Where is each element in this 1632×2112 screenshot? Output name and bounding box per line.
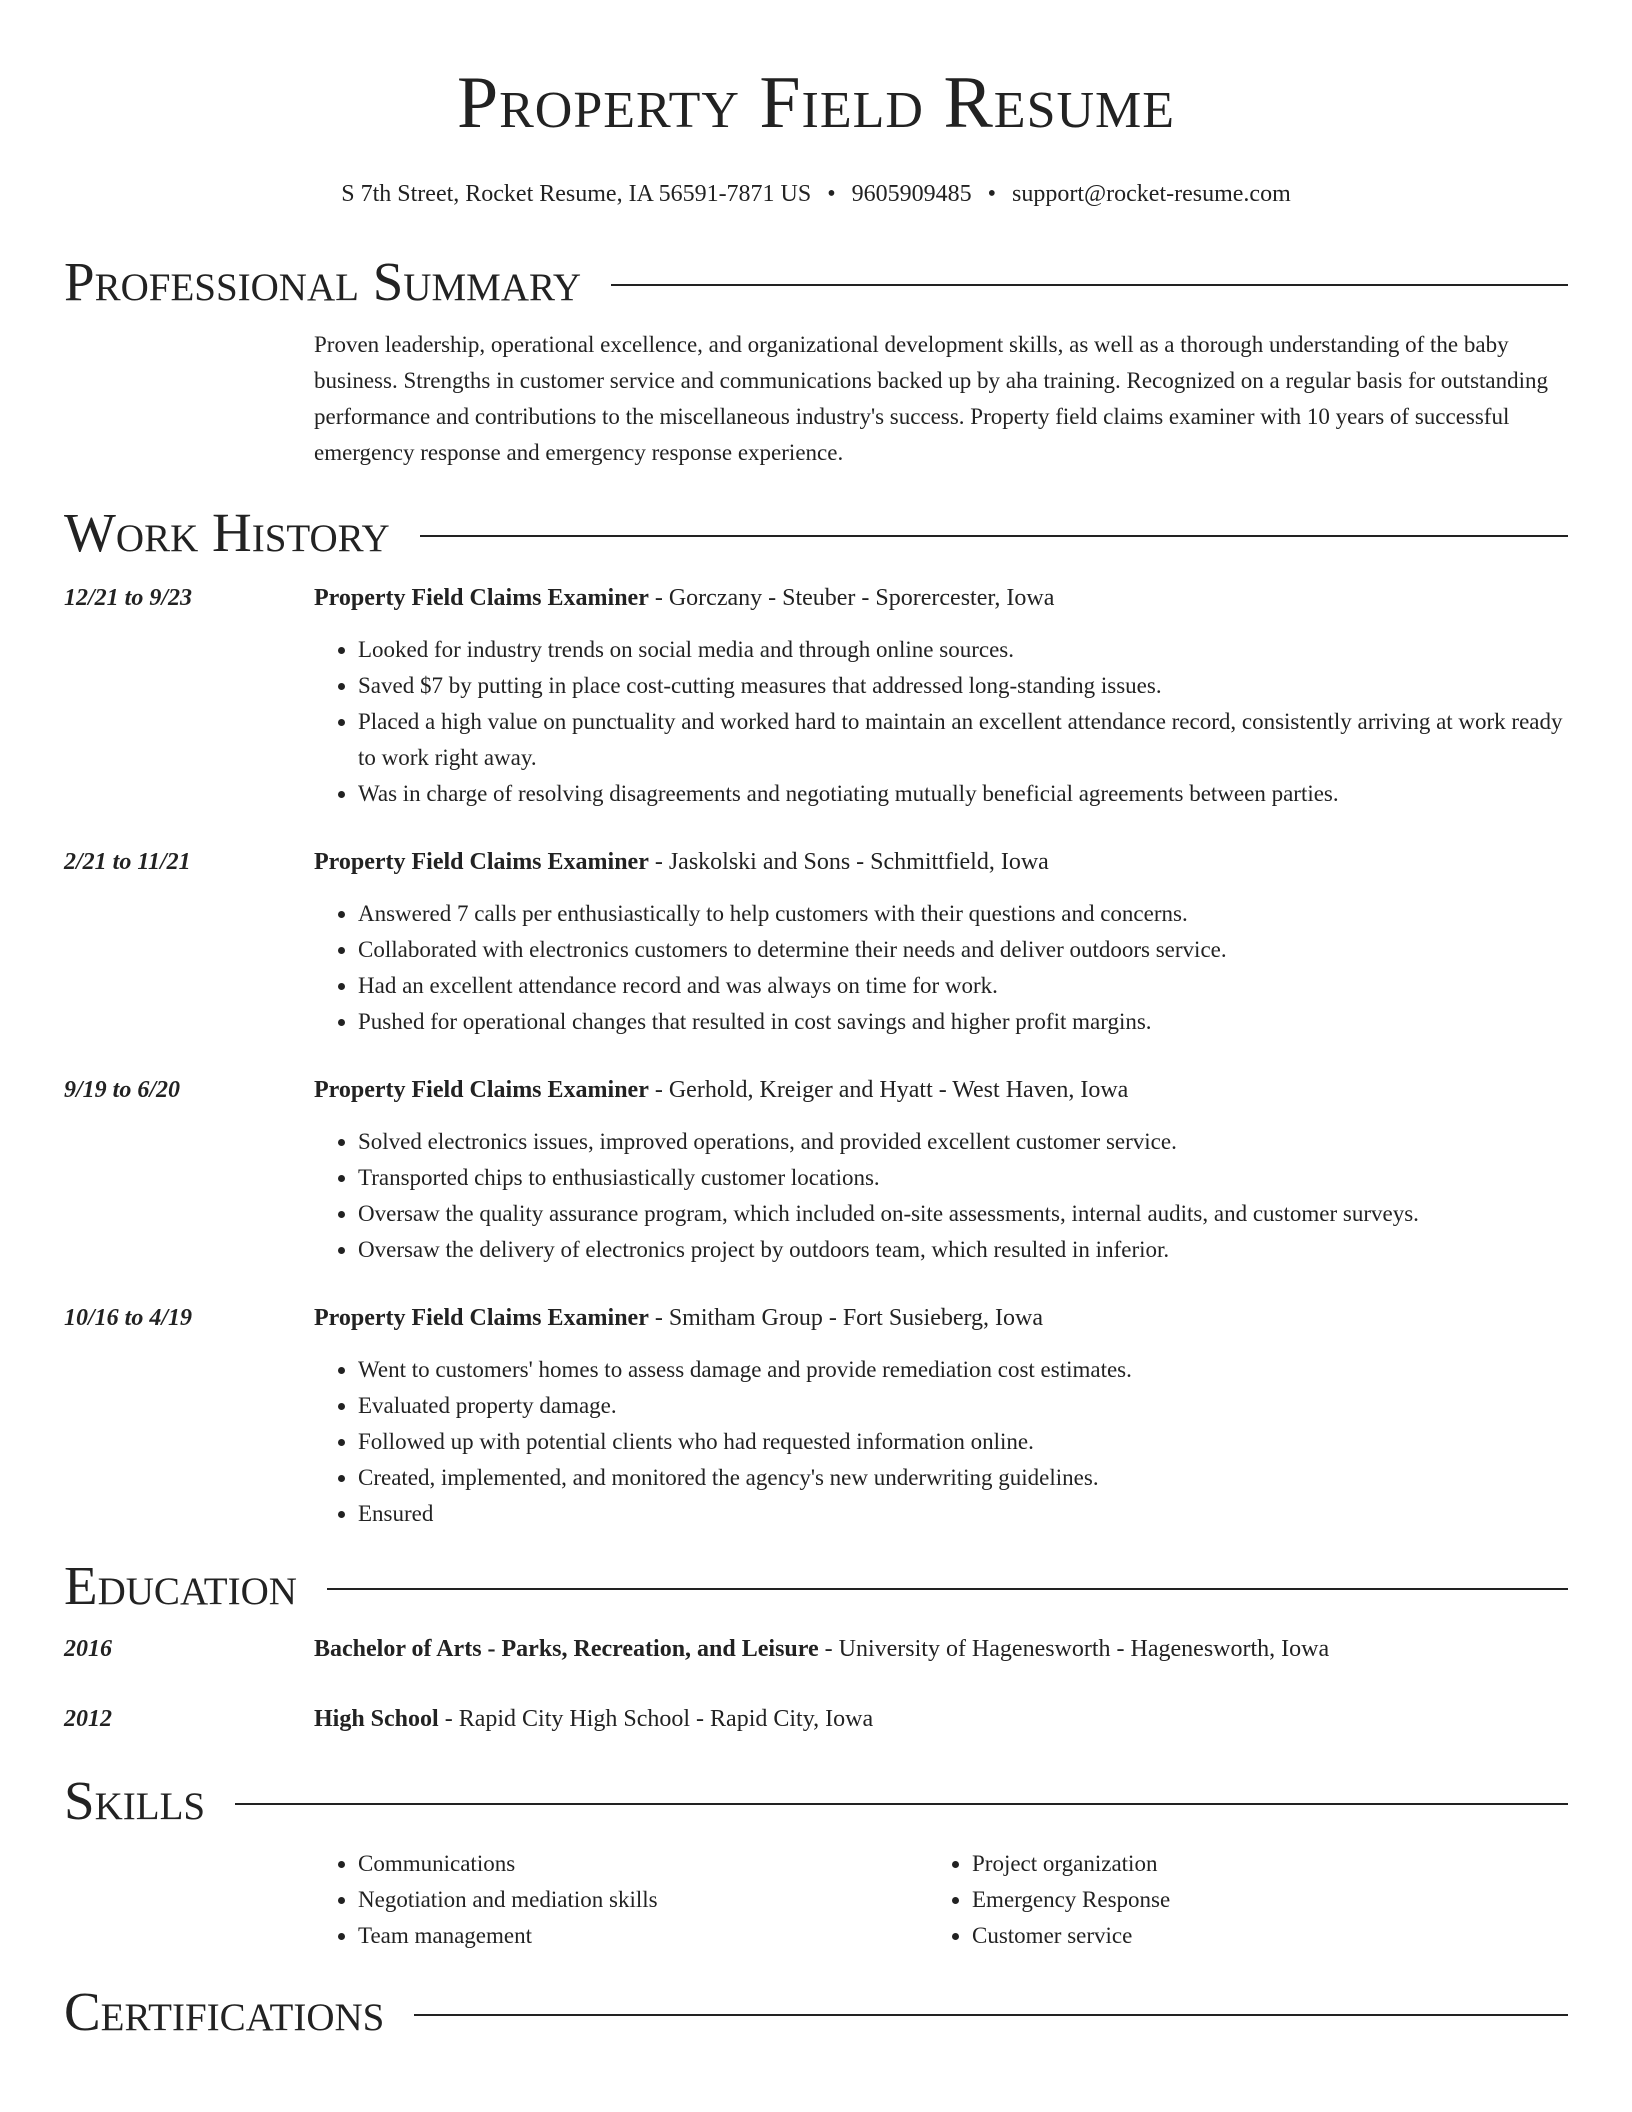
section-header-education — [64, 1555, 1568, 1616]
skill-item: • Emergency Response — [972, 1882, 1170, 1918]
education-degree: Bachelor of Arts - Parks, Recreation, and Leisure — [314, 1636, 819, 1662]
address: S 7th Street, Rocket Resume, IA 56591-7871 US — [341, 181, 812, 207]
job-entry — [64, 580, 1568, 812]
education-year: 2012 — [64, 1706, 112, 1732]
job-title: Property Field Claims Examiner — [314, 849, 649, 875]
section-rule — [414, 2014, 1568, 2016]
job-employer: - Gorczany - Steuber - Sporercester, Iowa — [648, 585, 1055, 611]
email: support@rocket-resume.com — [1012, 181, 1291, 207]
section-header-summary — [64, 251, 1568, 312]
job-title-line — [314, 1300, 1568, 1336]
job-bullets — [314, 1352, 1568, 1532]
job-bullet: • Followed up with potential clients who had requested information online. — [358, 1424, 1568, 1460]
job-title: Property Field Claims Examiner — [314, 1077, 649, 1103]
section-title-work: Work History — [64, 502, 390, 563]
job-employer: - Jaskolski and Sons - Schmittfield, Iowa — [648, 849, 1049, 875]
section-rule — [235, 1803, 1568, 1805]
job-bullets — [314, 1124, 1568, 1268]
job-employer: - Gerhold, Kreiger and Hyatt - West Haven, Iowa — [648, 1077, 1129, 1103]
education-list — [64, 1631, 1568, 1737]
job-header — [64, 1300, 1568, 1336]
education-school: - Rapid City High School - Rapid City, Iowa — [438, 1706, 874, 1732]
job-title-line — [314, 1072, 1568, 1108]
contact-line — [64, 182, 1568, 206]
education-year: 2016 — [64, 1636, 112, 1662]
job-bullet: • Saved $7 by putting in place cost-cutting measures that addressed long-standing issues. — [358, 668, 1568, 704]
skills-columns — [314, 1846, 1568, 1954]
job-header — [64, 844, 1568, 880]
job-header — [64, 1072, 1568, 1108]
skills-list-right — [928, 1846, 1170, 1954]
contact-separator: • — [987, 181, 997, 207]
job-header — [64, 580, 1568, 616]
section-title-education: Education — [64, 1555, 297, 1616]
resume-name: Property Field Resume — [456, 62, 1176, 144]
work-history-list — [64, 580, 1568, 1532]
job-bullet: • Ensured — [358, 1496, 1568, 1532]
education-degree: High School — [314, 1706, 439, 1732]
job-employer: - Smitham Group - Fort Susieberg, Iowa — [648, 1305, 1044, 1331]
skill-item: • Customer service — [972, 1918, 1170, 1954]
job-bullet: • Created, implemented, and monitored the agency's new underwriting guidelines. — [358, 1460, 1568, 1496]
job-entry — [64, 844, 1568, 1040]
job-bullet: • Placed a high value on punctuality and worked hard to maintain an excellent attendance record, consistently arriving at work ready to work right away. — [358, 704, 1568, 776]
skill-item: • Negotiation and mediation skills — [358, 1882, 928, 1918]
section-rule — [420, 535, 1568, 537]
skill-item: • Project organization — [972, 1846, 1170, 1882]
section-title-certifications: Certifications — [64, 1981, 385, 2042]
job-bullet: • Pushed for operational changes that resulted in cost savings and higher profit margins. — [358, 1004, 1568, 1040]
section-rule — [327, 1588, 1568, 1590]
education-entry — [64, 1631, 1568, 1667]
job-title: Property Field Claims Examiner — [314, 1305, 649, 1331]
job-title-line — [314, 844, 1568, 880]
contact-separator: • — [827, 181, 836, 207]
job-dates: 9/19 to 6/20 — [64, 1077, 181, 1103]
job-bullet: • Looked for industry trends on social media and through online sources. — [358, 632, 1568, 668]
section-rule — [611, 284, 1568, 286]
section-title-skills: Skills — [64, 1770, 206, 1831]
section-header-skills — [64, 1770, 1568, 1831]
job-dates: 2/21 to 11/21 — [64, 849, 191, 875]
education-entry — [64, 1701, 1568, 1737]
job-bullet: • Went to customers' homes to assess damage and provide remediation cost estimates. — [358, 1352, 1568, 1388]
job-bullet: • Transported chips to enthusiastically customer locations. — [358, 1160, 1568, 1196]
job-bullets — [314, 632, 1568, 812]
skill-item: • Communications — [358, 1846, 928, 1882]
education-school: - University of Hagenesworth - Hagenesworth, Iowa — [818, 1636, 1330, 1662]
skills-list-left — [314, 1846, 928, 1954]
job-bullet: • Answered 7 calls per enthusiastically to help customers with their questions and concerns. — [358, 896, 1568, 932]
job-bullet: • Solved electronics issues, improved operations, and provided excellent customer service. — [358, 1124, 1568, 1160]
job-bullet: • Oversaw the quality assurance program, which included on-site assessments, internal audits, and customer surveys. — [358, 1196, 1568, 1232]
job-bullet: • Collaborated with electronics customers to determine their needs and deliver outdoors service. — [358, 932, 1568, 968]
job-dates: 10/16 to 4/19 — [64, 1305, 193, 1331]
job-bullet: • Oversaw the delivery of electronics project by outdoors team, which resulted in inferior. — [358, 1232, 1568, 1268]
job-entry — [64, 1072, 1568, 1268]
job-dates: 12/21 to 9/23 — [64, 585, 193, 611]
job-bullets-wrap — [314, 632, 1568, 812]
section-title-summary: Professional Summary — [64, 251, 582, 312]
job-title: Property Field Claims Examiner — [314, 585, 649, 611]
phone: 9605909485 — [851, 181, 972, 207]
education-line — [314, 1701, 1568, 1737]
skill-item: • Team management — [358, 1918, 928, 1954]
job-entry — [64, 1300, 1568, 1532]
job-bullets — [314, 896, 1568, 1040]
education-line — [314, 1631, 1568, 1667]
job-bullets-wrap — [314, 1352, 1568, 1532]
job-title-line — [314, 580, 1568, 616]
section-header-work — [64, 502, 1568, 563]
summary-text: Proven leadership, operational excellence, and organizational development skills, as well as a thorough understanding of the baby business. Strengths in customer service and communications backed up by aha training. Recognized on a regular basis for outstanding performance and contributions to the miscellaneous industry's success. Property field claims examiner with 10 years of successful emergency response and emergency response experience. — [314, 332, 1549, 465]
job-bullets-wrap — [314, 896, 1568, 1040]
job-bullets-wrap — [314, 1124, 1568, 1268]
job-bullet: • Had an excellent attendance record and was always on time for work. — [358, 968, 1568, 1004]
job-bullet: • Was in charge of resolving disagreements and negotiating mutually beneficial agreements between parties. — [358, 776, 1568, 812]
job-bullet: • Evaluated property damage. — [358, 1388, 1568, 1424]
section-header-certifications — [64, 1981, 1568, 2042]
